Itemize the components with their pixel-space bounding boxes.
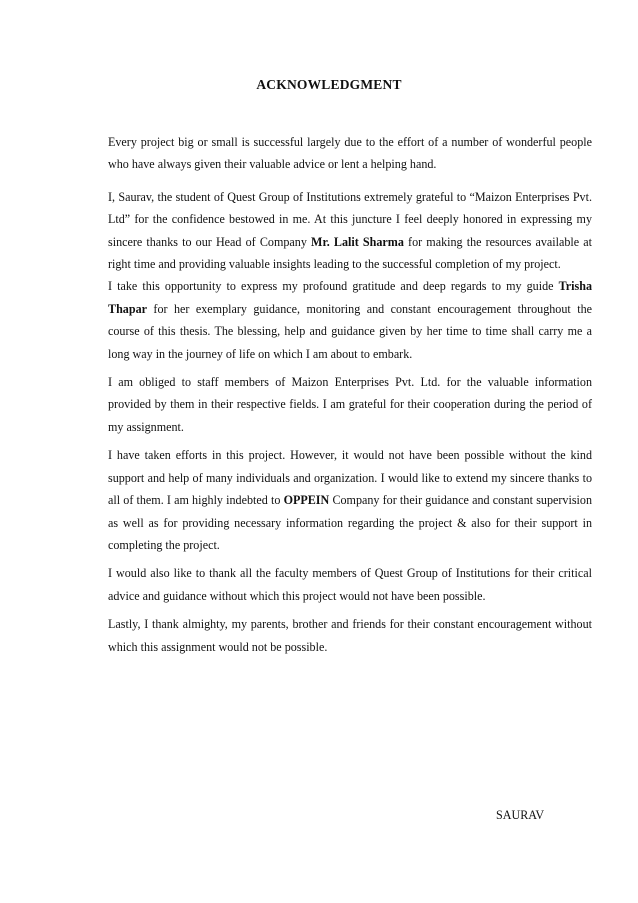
paragraph-2 <box>108 186 592 276</box>
paragraph-6 <box>108 562 592 607</box>
guide-name: Trisha Thapar <box>108 279 592 316</box>
paragraph-7 <box>108 613 592 658</box>
paragraph-3 <box>108 275 592 365</box>
paragraph-5-text-a: I have taken efforts in this project. However, it would not have been possible without the kind support and help of many individuals and organization. I would like to extend my sincere thanks to all of them. I am highly indebted to <box>108 448 592 508</box>
paragraph-3-text-a: I take this opportunity to express my profound gratitude and deep regards to my guide <box>108 279 559 294</box>
company-name: OPPEIN <box>283 493 330 508</box>
head-of-company-name: Mr. Lalit Sharma <box>311 234 404 249</box>
paragraph-6-text: I would also like to thank all the faculty members of Quest Group of Institutions for their critical advice and guidance without which this project would not have been possible. <box>108 566 592 603</box>
paragraph-4 <box>108 371 592 438</box>
document-body <box>108 131 592 658</box>
paragraph-7-text: Lastly, I thank almighty, my parents, brother and friends for their constant encouragement without which this assignment would not be possible. <box>108 617 592 654</box>
paragraph-2-text-b: for making the resources available at right time and providing valuable insights leading to the successful completion of my project. <box>108 234 592 272</box>
paragraph-3-text-b: for her exemplary guidance, monitoring and constant encouragement throughout the course of this thesis. The blessing, help and guidance given by her time to time shall carry me a long way in the journey of life on which I am about to embark. <box>108 301 592 361</box>
signature-name: SAURAV <box>496 808 545 822</box>
page-title: ACKNOWLEDGMENT <box>256 77 402 92</box>
paragraph-5-text-b: Company for their guidance and constant supervision as well as for providing necessary information regarding the project & also for their support in completing the project. <box>108 493 592 552</box>
paragraph-2-text-a: I, Saurav, the student of Quest Group of Institutions extremely grateful to “Maizon Enterprises Pvt. Ltd” for the confidence bestowed in me. At this juncture I feel deeply honored in expressing my sincere thanks to our Head of Company <box>108 189 592 249</box>
paragraph-1 <box>108 131 592 176</box>
paragraph-1-text: Every project big or small is successful largely due to the effort of a number of wonderful people who have always given their valuable advice or lent a helping hand. <box>108 135 592 172</box>
paragraph-4-text: I am obliged to staff members of Maizon Enterprises Pvt. Ltd. for the valuable information provided by them in their respective fields. I am grateful for their cooperation during the period of my assignment. <box>108 375 592 434</box>
paragraph-5 <box>108 444 592 556</box>
